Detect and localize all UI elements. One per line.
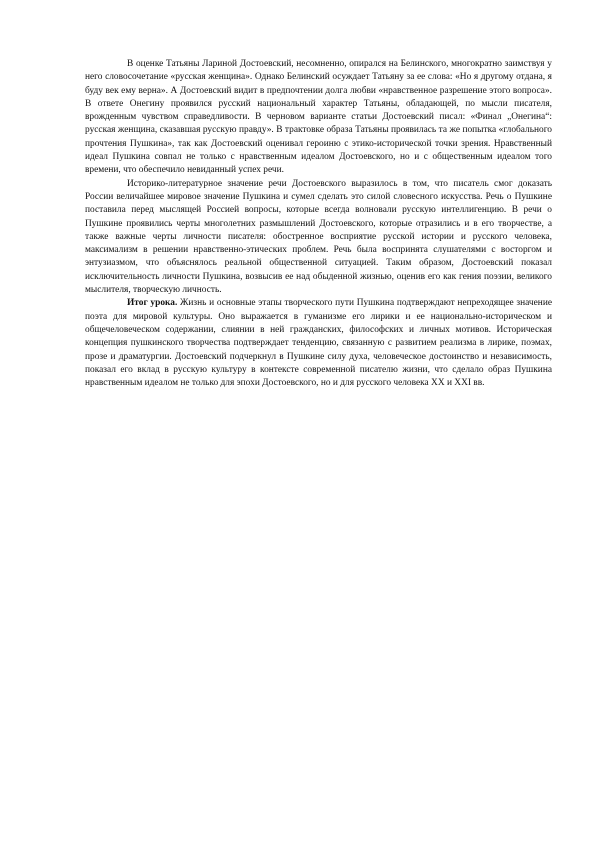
lesson-summary-heading: Итог урока. <box>127 298 178 309</box>
paragraph-tatyana-assessment <box>85 58 552 178</box>
paragraph-text: Историко-литературное значение речи Достоевского выразилось в том, что писатель смог доказать России величайшее мировое значение Пушкина и сумел сделать это силой словесного искусства. Речь о Пушкине поставила перед мыслящей Россией вопросы, которые всегда волновали русскую интеллигенцию. В речи о Пушкине проявились черты многолетних размышлений Достоевского, которые отразились и в его творчестве, а также важные черты личности писателя: обостренное восприятие русской истории и русского человека, максимализм в решении нравственно-этических проблем. Речь была воспринята слушателями с восторгом и энтузиазмом, что объяснялось реальной общественной ситуацией. Таким образом, Достоевский показал исключительность личности Пушкина, возвысив ее над обыденной жизнью, оценив его как гения поэзии, великого мыслителя, творческую личность. <box>85 178 552 296</box>
paragraph-lesson-summary <box>85 297 552 390</box>
paragraph-text: В оценке Татьяны Лариной Достоевский, несомненно, опирался на Белинского, многократно заимствуя у него словосочетание «русская женщина». Однако Белинский осуждает Татьяну за ее слова: «Но я другому отдана, я буду век ему верна». А Достоевский видит в предпочтении долга любви «нравственное разрешение этого вопроса». В ответе Онегину проявился русский национальный характер Татьяны, обладающей, по мысли писателя, врожденным чувством справедливости. В черновом варианте статьи Достоевский писал: «Финал „Онегина“: русская женщина, сказавшая русскую правду». В трактовке образа Татьяны проявилась та же попытка «глобального прочтения Пушкина», так как Достоевский оценивал героиню с этико-исторической точки зрения. Нравственный идеал Пушкина совпал не только с нравственным идеалом Достоевского, но и с общественным идеалом того времени, что обеспечило невиданный успех речи. <box>85 59 552 176</box>
paragraph-historical-significance <box>85 178 552 298</box>
document-page <box>85 58 552 390</box>
paragraph-text: Жизнь и основные этапы творческого пути Пушкина подтверждают непреходящее значение поэта для мировой культуры. Оно выражается в гуманизме его лирики и ее национально-историческом и общечеловеческом содержании, слиянии в ней гражданских, философских и личных мотивов. Историческая концепция пушкинского творчества подтверждает тенденцию, связанную с развитием реализма в лирике, поэмах, прозе и драматургии. Достоевский подчеркнул в Пушкине силу духа, человеческое достоинство и независимость, показал его вклад в русскую культуру в контексте современной писателю жизни, что сделало образ Пушкина нравственным идеалом не только для эпохи Достоевского, но и для русского человека XX и XXI вв. <box>85 298 552 389</box>
